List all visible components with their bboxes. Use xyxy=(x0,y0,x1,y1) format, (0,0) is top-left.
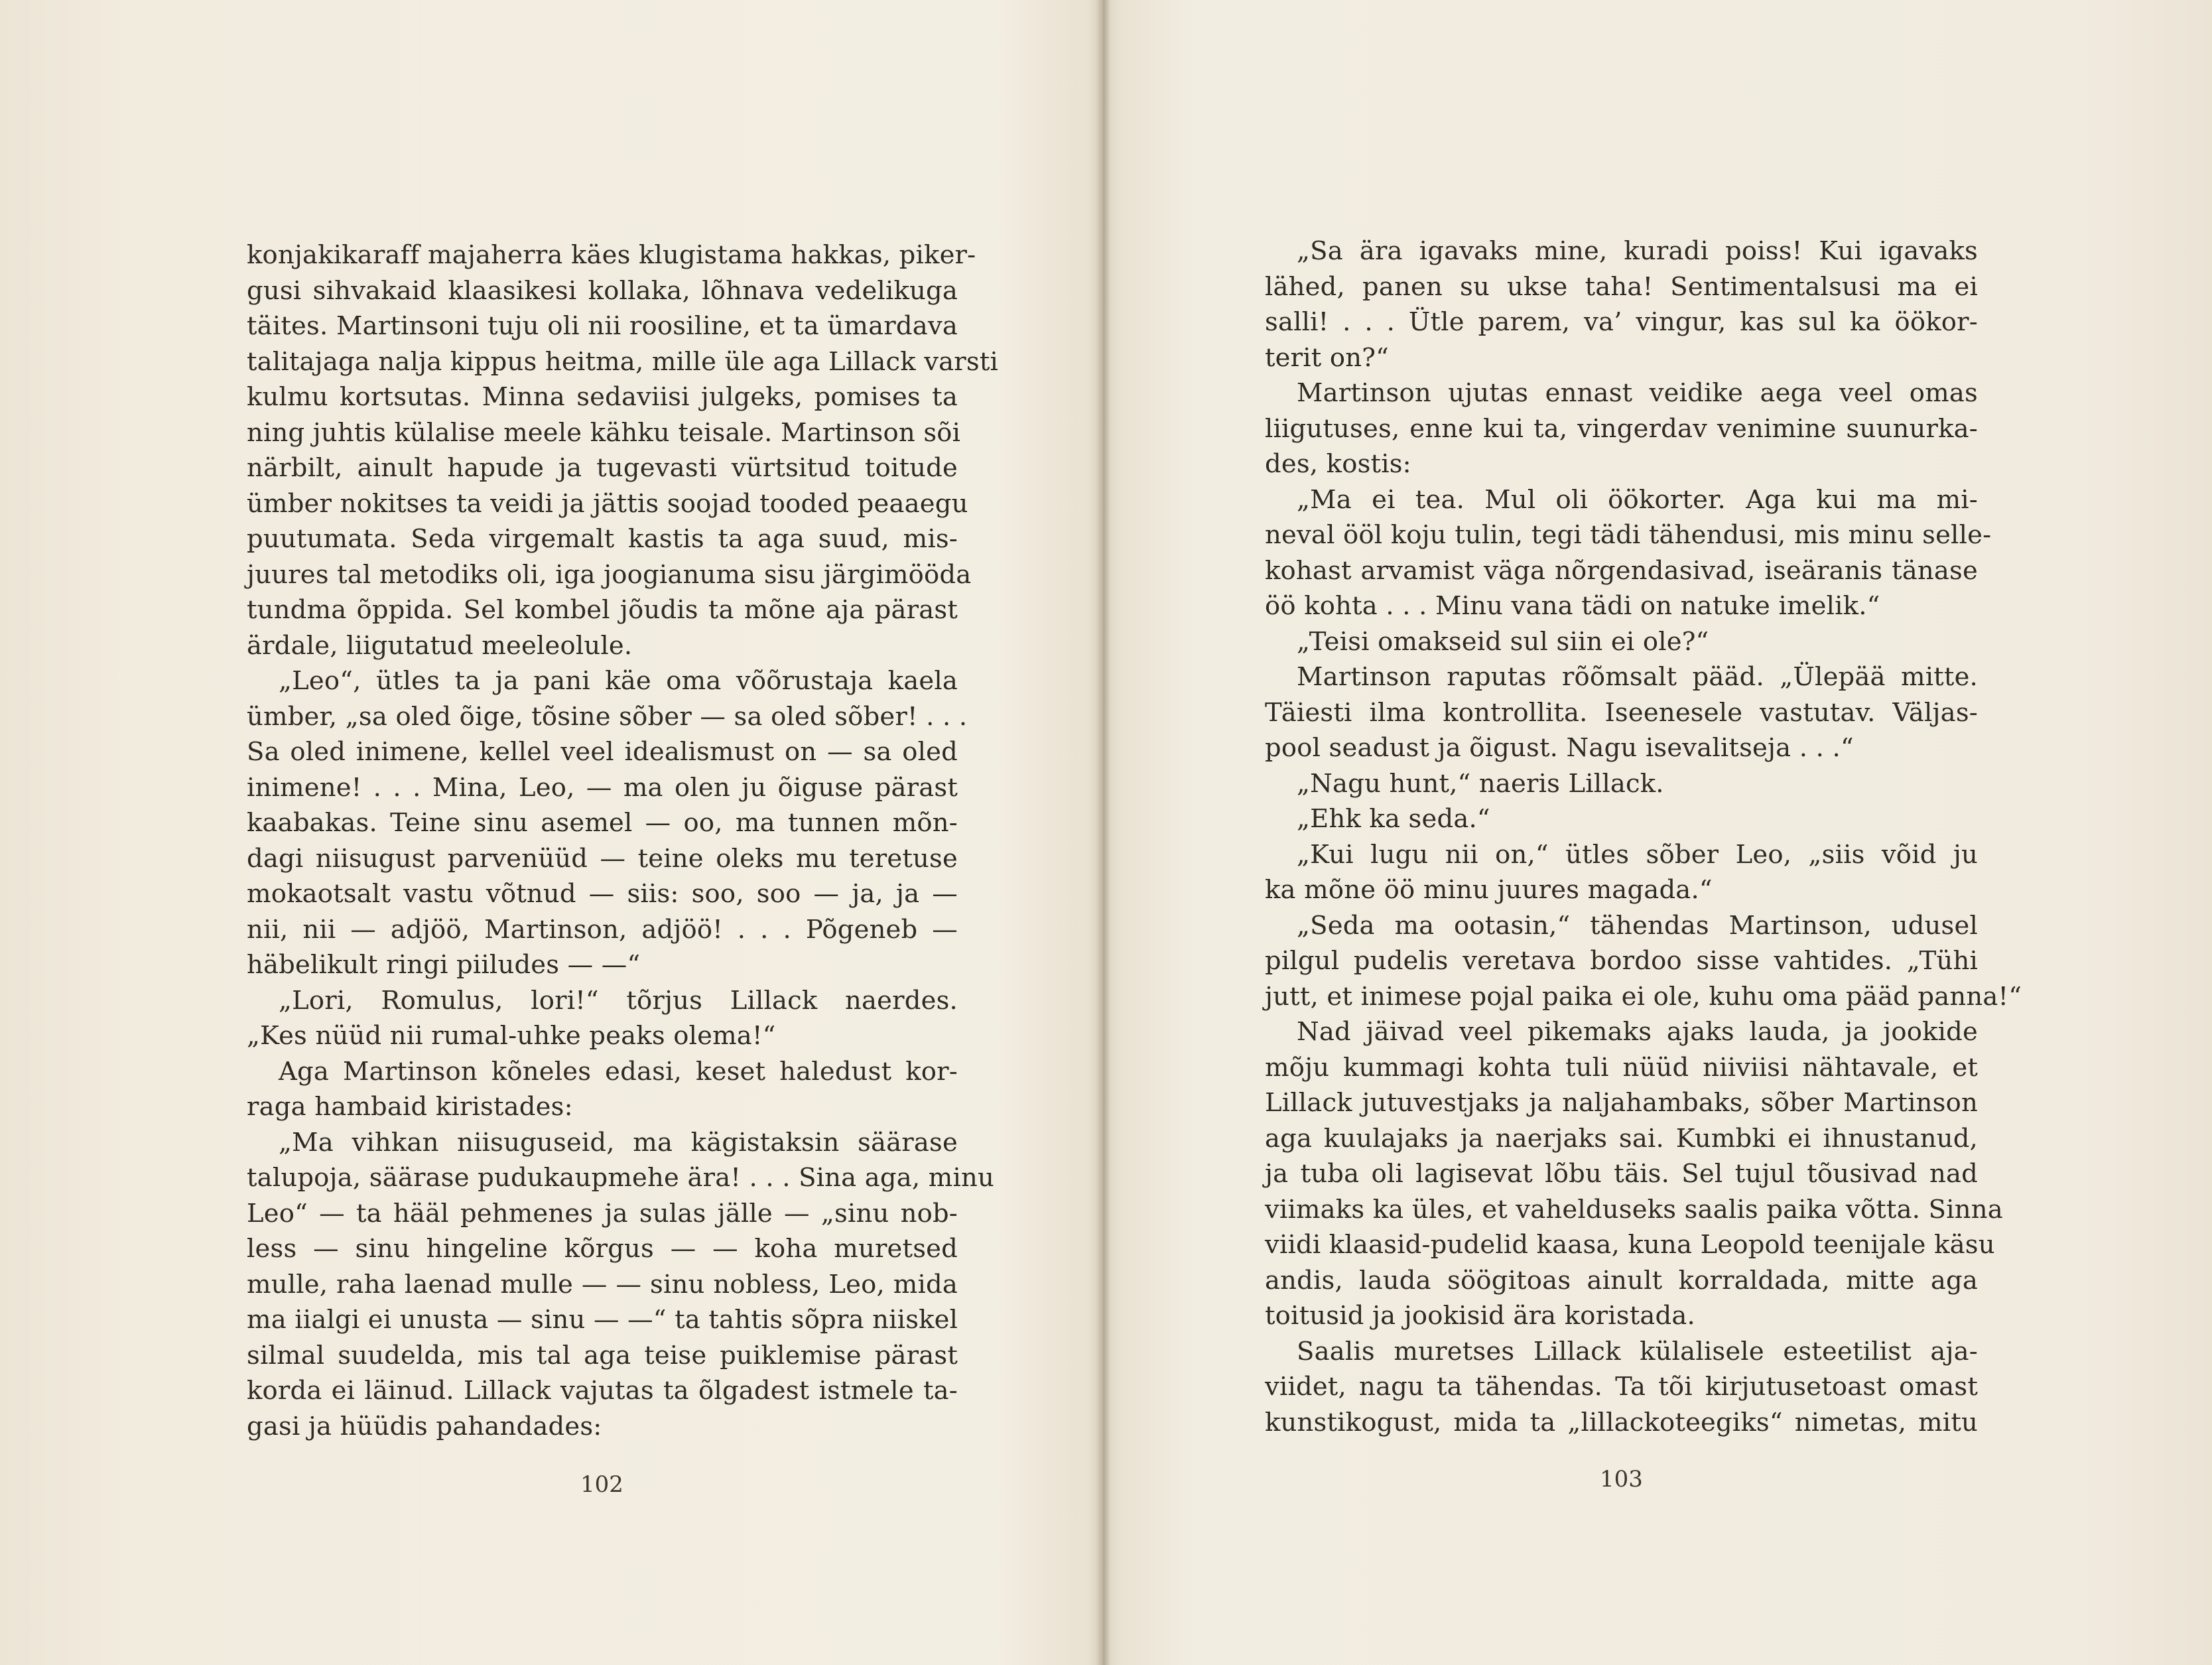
text-line: tundma õppida. Sel kombel jõudis ta mõne aja pärast xyxy=(247,595,958,625)
text-line: mõju kummagi kohta tuli nüüd niiviisi nähtavale, et xyxy=(1265,1052,1978,1083)
text-line: „Ma ei tea. Mul oli öökorter. Aga kui ma mi- xyxy=(1297,484,1978,515)
text-line: „Kui lugu nii on,“ ütles sõber Leo, „siis võid ju xyxy=(1297,839,1978,870)
text-line: andis, lauda söögitoas ainult korraldada, mitte aga xyxy=(1265,1265,1978,1296)
text-line: kulmu kortsutas. Minna sedaviisi julgeks, pomises ta xyxy=(247,382,958,412)
text-line: gusi sihvakaid klaasikesi kollaka, lõhnava vedelikuga xyxy=(247,275,958,306)
left-page-text xyxy=(247,237,999,1444)
text-line: viidi klaasid-pudelid kaasa, kuna Leopold teenijale käsu xyxy=(1265,1230,1995,1260)
text-line: öö kohta . . . Minu vana tädi on natuke imelik.“ xyxy=(1265,591,1880,621)
text-line: ümber, „sa oled õige, tõsine sõber — sa oled sõber! . . . xyxy=(247,701,968,732)
text-line: kohast arvamist väga nõrgendasivad, iseäranis tänase xyxy=(1265,555,1978,586)
text-line: salli! . . . Ütle parem, va’ vingur, kas sul ka öökor- xyxy=(1265,307,1978,337)
text-line: Martinson ujutas ennast veidike aega veel omas xyxy=(1297,378,1978,408)
text-line: mulle, raha laenad mulle — — sinu nobless, Leo, mida xyxy=(247,1269,958,1299)
text-line: täites. Martinsoni tuju oli nii roosiline, et ta ümardava xyxy=(247,311,958,341)
text-line: „Kes nüüd nii rumal-uhke peaks olema!“ xyxy=(247,1021,776,1051)
text-line: juures tal metodiks oli, iga joogianuma sisu järgimööda xyxy=(247,559,972,590)
text-line: mokaotsalt vastu võtnud — siis: soo, soo — ja, ja — xyxy=(247,879,958,909)
text-line: „Nagu hunt,“ naeris Lillack. xyxy=(1297,768,1664,799)
text-line: „Ehk ka seda.“ xyxy=(1297,804,1490,834)
right-page-text xyxy=(1265,233,2022,1440)
text-line: dagi niisugust parvenüüd — teine oleks mu teretuse xyxy=(247,843,958,874)
text-line: neval ööl koju tulin, tegi tädi tähendusi, mis minu selle- xyxy=(1265,520,1992,550)
text-line: ärdale, liigutatud meeleolule. xyxy=(247,630,633,661)
text-line: talupoja, säärase pudukaupmehe ära! . . . Sina aga, minu xyxy=(247,1163,995,1193)
text-line: aga kuulajaks ja naerjaks sai. Kumbki ei ihnustanud, xyxy=(1265,1123,1978,1154)
text-line: Täiesti ilma kontrollita. Iseenesele vastutav. Väljas- xyxy=(1265,697,1978,728)
text-line: inimene! . . . Mina, Leo, — ma olen ju õiguse pärast xyxy=(247,772,958,803)
text-line: häbelikult ringi piiludes — —“ xyxy=(247,950,641,980)
text-line: raga hambaid kiristades: xyxy=(247,1092,573,1122)
text-line: nii, nii — adjöö, Martinson, adjöö! . . . Põgeneb — xyxy=(247,914,958,945)
text-line: pilgul pudelis veretava bordoo sisse vahtides. „Tühi xyxy=(1265,946,1978,976)
text-line: Nad jäivad veel pikemaks ajaks lauda, ja jookide xyxy=(1297,1017,1978,1047)
text-line: Sa oled inimene, kellel veel idealismust on — sa oled xyxy=(247,737,958,767)
text-line: ma iialgi ei unusta — sinu — —“ ta tahtis sõpra niiskel xyxy=(247,1305,958,1335)
text-line: Saalis muretses Lillack külalisele esteetilist aja- xyxy=(1297,1336,1978,1366)
text-line: konjakikaraff majaherra käes klugistama hakkas, piker- xyxy=(247,240,976,270)
text-line: korda ei läinud. Lillack vajutas ta õlgadest istmele ta- xyxy=(247,1376,958,1406)
text-line: des, kostis: xyxy=(1265,449,1411,479)
text-line: kunstikogust, mida ta „lillackoteegiks“ nimetas, mitu xyxy=(1265,1407,1978,1437)
text-line: gasi ja hüüdis pahandades: xyxy=(247,1411,602,1441)
text-line: silmal suudelda, mis tal aga teise puiklemise pärast xyxy=(247,1340,958,1370)
text-line: talitajaga nalja kippus heitma, mille üle aga Lillack varsti xyxy=(247,346,999,377)
text-line: „Seda ma ootasin,“ tähendas Martinson, udusel xyxy=(1297,910,1978,941)
text-line: „Ma vihkan niisuguseid, ma kägistaksin säärase xyxy=(279,1127,958,1158)
text-line: jutt, et inimese pojal paika ei ole, kuhu oma pääd panna!“ xyxy=(1265,981,2022,1012)
right-page xyxy=(1106,0,2212,1665)
text-line: „Leo“, ütles ta ja pani käe oma võõrustaja kaela xyxy=(279,666,958,696)
text-line: less — sinu hingeline kõrgus — — koha muretsed xyxy=(247,1234,958,1264)
text-line: „Lori, Romulus, lori!“ tõrjus Lillack naerdes. xyxy=(279,985,958,1016)
text-line: Aga Martinson kõneles edasi, keset haledust kor- xyxy=(279,1056,958,1087)
text-line: kaabakas. Teine sinu asemel — oo, ma tunnen mõn- xyxy=(247,808,958,838)
left-page xyxy=(0,0,1101,1665)
text-line: ja tuba oli lagisevat lõbu täis. Sel tujul tõusivad nad xyxy=(1265,1159,1978,1189)
text-line: terit on?“ xyxy=(1265,342,1389,373)
text-line: närbilt, ainult hapude ja tugevasti vürtsitud toitude xyxy=(247,453,958,483)
text-line: Leo“ — ta hääl pehmenes ja sulas jälle — „sinu nob- xyxy=(247,1198,958,1229)
text-line: viimaks ka üles, et vahelduseks saalis paika võtta. Sinna xyxy=(1265,1194,2003,1225)
text-line: viidet, nagu ta tähendas. Ta tõi kirjutusetoast omast xyxy=(1265,1372,1978,1402)
text-line: „Teisi omakseid sul siin ei ole?“ xyxy=(1297,626,1709,657)
right-page-number: 103 xyxy=(1600,1466,1643,1493)
text-line: ümber nokitses ta veidi ja jättis soojad tooded peaaegu xyxy=(247,488,968,519)
text-line: „Sa ära igavaks mine, kuradi poiss! Kui igavaks xyxy=(1297,236,1978,266)
text-line: pool seadust ja õigust. Nagu isevalitseja . . .“ xyxy=(1265,733,1854,763)
text-line: toitusid ja jookisid ära koristada. xyxy=(1265,1301,1695,1331)
text-line: Lillack jutuvestjaks ja naljahambaks, sõber Martinson xyxy=(1265,1088,1978,1118)
text-line: puutumata. Seda virgemalt kastis ta aga suud, mis- xyxy=(247,524,958,554)
text-line: ning juhtis külalise meele kähku teisale. Martinson sõi xyxy=(247,417,961,448)
left-page-number: 102 xyxy=(580,1471,623,1498)
text-line: Martinson raputas rõõmsalt pääd. „Ülepää mitte. xyxy=(1297,662,1978,692)
text-line: ka mõne öö minu juures magada.“ xyxy=(1265,875,1713,905)
text-line: lähed, panen su ukse taha! Sentimentalsusi ma ei xyxy=(1265,271,1978,302)
text-line: liigutuses, enne kui ta, vingerdav venimine suunurka- xyxy=(1265,413,1978,444)
